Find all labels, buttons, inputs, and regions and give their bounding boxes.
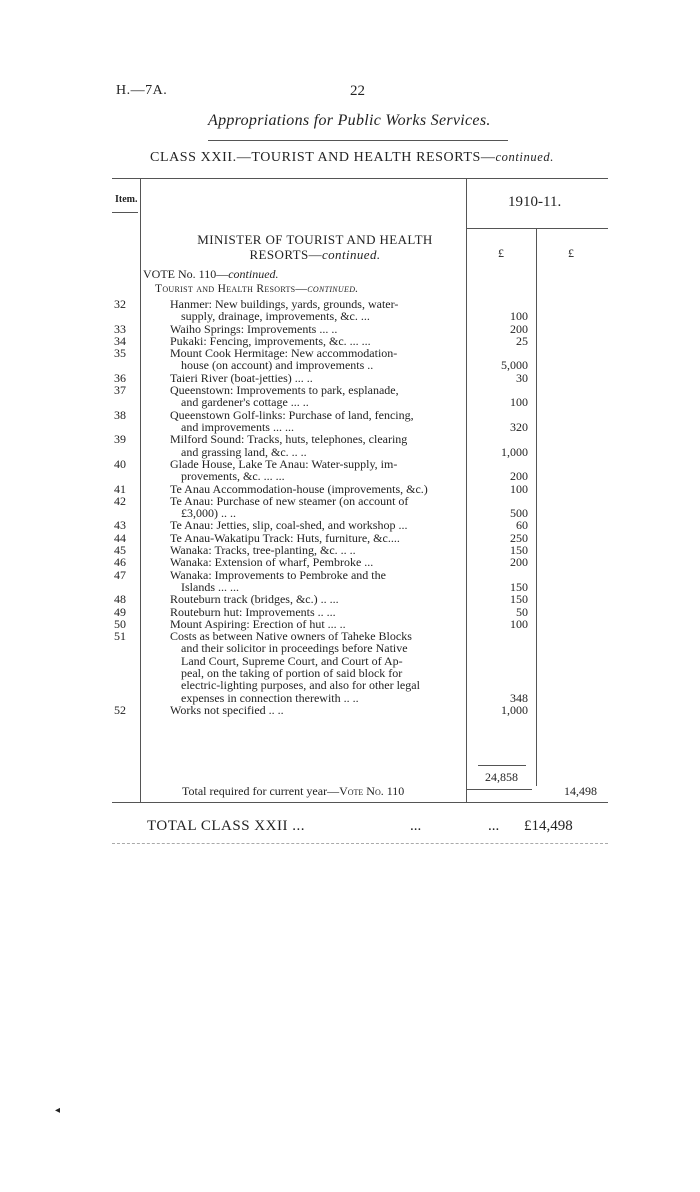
item-number: 33 [114,321,126,336]
item-amount: 200 [510,469,528,484]
item-number: 50 [114,616,126,631]
amount-column-divider [466,178,467,802]
description-line: peal, on the taking of portion of said block for [181,665,403,680]
item-description [170,593,462,605]
item-description [170,384,462,409]
item-description [170,495,462,520]
class-title-text: CLASS XXII.—TOURIST AND HEALTH RESORTS— [150,150,496,165]
item-amount: 320 [510,419,528,434]
description-line: Hanmer: New buildings, yards, grounds, water- [170,297,399,311]
item-amount: 150 [510,579,528,594]
item-number: 37 [114,383,126,398]
minister-line-1: MINISTER OF TOURIST AND HEALTH [197,232,433,247]
item-description [170,483,462,495]
page-number: 22 [350,83,365,99]
item-number: 36 [114,370,126,385]
description-line: Mount Cook Hermitage: New accommodation- [170,346,398,361]
description-line: Mount Aspiring: Erection of hut ... .. [170,616,346,631]
item-description [170,347,462,372]
currency-column-a: £ [498,246,504,260]
item-amount: 1,000 [501,444,528,459]
description-line: Milford Sound: Tracks, huts, telephones, clearing [170,432,408,447]
item-number: 47 [114,567,126,582]
description-line: supply, drainage, improvements, &c. ... [181,309,370,324]
item-amount: 150 [510,592,528,607]
vote-cont: continued. [228,267,279,281]
item-description [170,569,462,594]
item-number: 52 [114,702,126,717]
item-amount: 200 [510,321,528,336]
amount-subcolumn-divider [536,228,537,786]
item-description [170,556,462,568]
description-line: electric-lighting purposes, and also for other legal [181,678,420,693]
margin-mark: ◂ [55,1105,61,1116]
item-number: 44 [114,530,126,545]
description-line: Taieri River (boat-jetties) ... .. [170,370,313,385]
item-number: 34 [114,333,126,348]
item-amount: 1,000 [501,702,528,717]
subtotal-underline [466,789,532,790]
page-title: Appropriations for Public Works Services. [208,112,491,129]
item-number: 51 [114,629,126,644]
item-description [170,704,462,716]
item-amount: 100 [510,309,528,324]
item-amount: 25 [516,333,528,348]
description-line: Te Anau: Jetties, slip, coal-shed, and workshop ... [170,518,408,533]
item-amount: 150 [510,543,528,557]
description-line: Glade House, Lake Te Anau: Water-supply, im- [170,456,398,471]
item-column-header: Item. [115,194,138,205]
item-description [170,458,462,483]
item-amount: 250 [510,530,528,545]
grand-total-dots-a: ... [410,818,422,834]
description-line: Te Anau-Wakatipu Track: Huts, furniture, &c.... [170,530,400,545]
total-label: Total required for current year— [182,784,340,798]
description-line: Wanaka: Improvements to Pembroke and the [170,567,386,582]
description-line: and their solicitor in proceedings before Native [181,641,408,656]
item-number: 46 [114,555,126,570]
item-header-rule [112,212,138,213]
item-number: 42 [114,493,126,508]
title-rule [208,140,508,141]
class-title [150,150,554,166]
description-line: provements, &c. ... ... [181,469,285,484]
item-amount: 100 [510,481,528,496]
description-line: Islands ... ... [181,579,239,594]
item-number: 32 [114,297,126,311]
report-reference: H.—7A. [116,83,168,98]
grand-total-dots-b: ... [488,818,500,834]
description-line: Routeburn track (bridges, &c.) .. ... [170,592,339,607]
grand-total-amount: £14,498 [524,818,573,834]
description-line: Te Anau: Purchase of new steamer (on account of [170,493,409,508]
description-line: Pukaki: Fencing, improvements, &c. ... ... [170,333,371,348]
item-number: 35 [114,346,126,361]
item-number: 41 [114,481,126,496]
minister-line-2-text: RESORTS— [249,247,322,262]
minister-line-2 [165,247,465,262]
item-description [170,519,462,531]
description-line: Works not specified .. .. [170,702,284,717]
description-line: expenses in connection therewith .. .. [181,690,359,705]
description-line: £3,000) .. .. [181,506,236,521]
item-number: 48 [114,592,126,607]
subtotal-rule [478,765,526,766]
item-description [170,630,462,704]
item-number: 43 [114,518,126,533]
description-line: Queenstown: Improvements to park, esplanade, [170,383,399,398]
description-line: Land Court, Supreme Court, and Court of Ap- [181,653,403,668]
subheading [155,283,358,295]
item-number: 49 [114,604,126,619]
item-amount: 200 [510,555,528,570]
total-amount: 14,498 [564,784,597,798]
class-title-cont: continued. [495,150,554,164]
description-line: and grassing land, &c. .. .. [181,444,307,459]
minister-heading [165,232,465,262]
year-header: 1910-11. [508,194,562,210]
currency-column-b: £ [568,246,574,260]
description-line: Wanaka: Extension of wharf, Pembroke ... [170,555,374,570]
item-amount: 5,000 [501,358,528,373]
item-amount: 348 [510,690,528,705]
year-rule [466,228,608,229]
subheading-cont: continued. [307,283,359,295]
description-line: Costs as between Native owners of Taheke Blocks [170,629,412,644]
description-line: and gardener's cottage ... .. [181,395,309,410]
description-line: and improvements ... ... [181,419,294,434]
grand-total-label: TOTAL CLASS XXII ... [147,818,305,834]
item-description [170,409,462,434]
item-amount: 100 [510,395,528,410]
item-amount: 60 [516,518,528,533]
minister-cont: continued. [321,247,381,262]
total-required-line [182,784,404,799]
item-amount: 500 [510,506,528,521]
item-number: 39 [114,432,126,447]
description-line: house (on account) and improvements .. [181,358,374,373]
description-line: Queenstown Golf-links: Purchase of land, fencing, [170,407,414,422]
item-description [170,298,462,323]
vote-text: VOTE No. 110— [143,267,229,281]
item-amount: 30 [516,370,528,385]
total-vote: Vote No. 110 [339,784,405,798]
table-bottom-rule [112,802,608,803]
item-number: 38 [114,407,126,422]
description-line: Wanaka: Tracks, tree-planting, &c. .. .. [170,543,356,557]
item-description [170,606,462,618]
item-amount: 100 [510,616,528,631]
item-number: 45 [114,543,126,557]
vote-heading [143,267,279,282]
description-line: Routeburn hut: Improvements .. ... [170,604,336,619]
subtotal-amount: 24,858 [485,770,518,784]
description-line: Te Anau Accommodation-house (improvements, &c.) [170,481,428,496]
table-top-rule [112,178,608,179]
item-amount: 50 [516,604,528,619]
item-description [170,433,462,458]
item-number: 40 [114,456,126,471]
description-line: Waiho Springs: Improvements ... .. [170,321,338,336]
grand-total-rule [112,843,608,844]
subheading-text: Tourist and Health Resorts— [155,283,308,295]
